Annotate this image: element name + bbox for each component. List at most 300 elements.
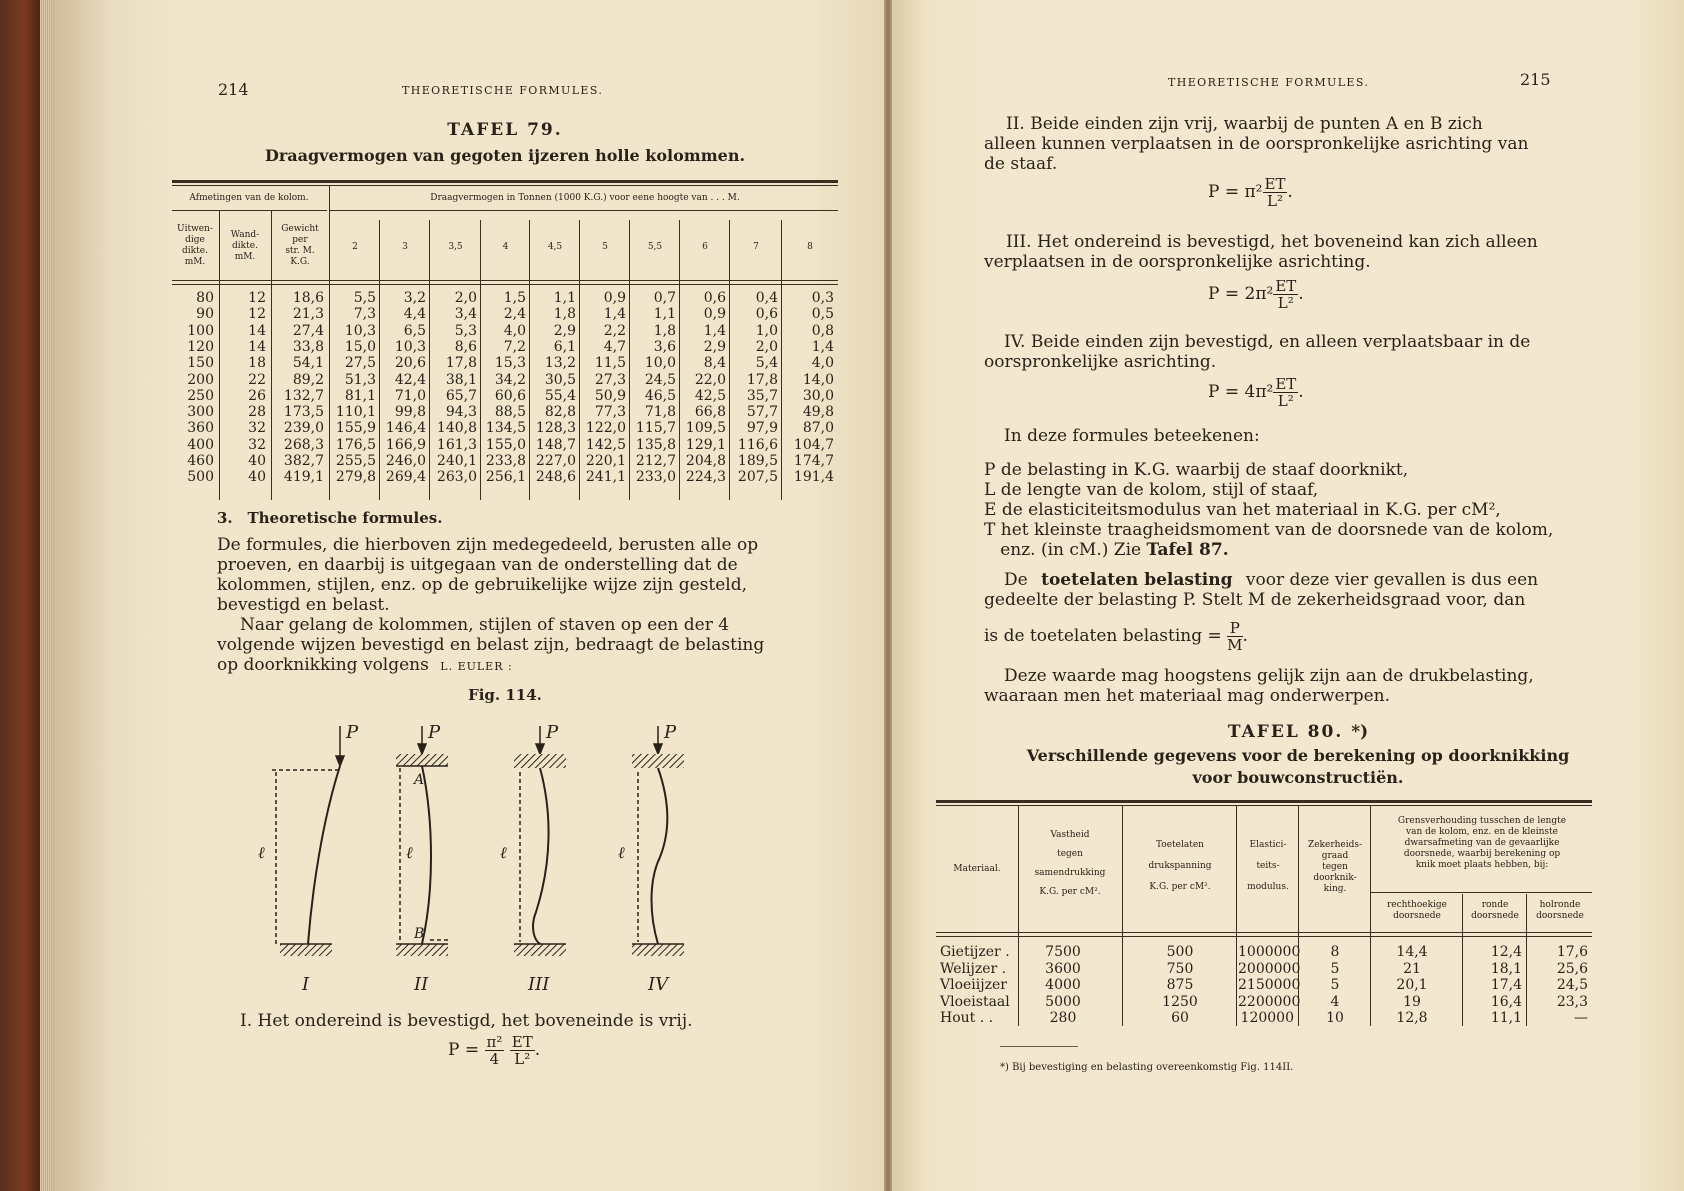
row-outer-diameter: 400 — [187, 436, 214, 453]
row-value: 4 — [1330, 993, 1340, 1010]
row-capacity: 97,9 — [746, 420, 778, 437]
allowed-term: toetelaten belasting — [1041, 570, 1233, 590]
row-value: 875 — [1166, 977, 1194, 993]
section-number: 3. — [217, 509, 233, 527]
row-capacity: 142,5 — [585, 436, 626, 453]
row-material: Vloeistaal — [940, 993, 1010, 1010]
hdr-safety-1: Zekerheids- — [1307, 840, 1363, 850]
row-capacity: 27,3 — [594, 371, 626, 388]
row-value: 2200000 — [1238, 993, 1301, 1010]
row-capacity: 233,8 — [485, 453, 526, 469]
col-header-weight: Gewicht per str. M. K.G. — [281, 224, 319, 267]
row-capacity: 0,7 — [653, 290, 676, 306]
row-value: 1250 — [1162, 993, 1198, 1010]
hdr-strength — [1020, 830, 1120, 898]
para1-line2: proeven, en daarbij is uitgegaan van de onderstelling dat de — [217, 555, 738, 575]
row-capacity: 11,5 — [594, 355, 626, 372]
meaning-ref-table: Tafel 87. — [1146, 540, 1229, 560]
case2-coef: π² — [1244, 182, 1263, 202]
figure-114 — [230, 712, 750, 1002]
para2-line3-text: op doorknikking volgens — [217, 655, 429, 675]
row-capacity: 122,0 — [585, 420, 626, 437]
row-wall: 18 — [248, 355, 266, 372]
row-weight: 132,7 — [283, 387, 324, 404]
height-header: 3 — [402, 242, 408, 252]
euler-ref: L. EULER : — [440, 660, 513, 673]
row-capacity: 1,4 — [811, 338, 834, 355]
row-capacity: 77,3 — [594, 404, 626, 421]
row-value: 16,4 — [1490, 993, 1522, 1010]
row-capacity: 166,9 — [385, 436, 426, 453]
row-value: 2000000 — [1238, 960, 1301, 977]
row-material: Welijzer . — [940, 960, 1007, 977]
row-material: Vloeiijzer — [940, 977, 1007, 993]
row-wall: 26 — [248, 387, 266, 404]
row-capacity: 0,4 — [755, 290, 778, 306]
meaning-ref-text: enz. (in cM.) Zie — [984, 540, 1142, 560]
row-capacity: 3,6 — [653, 338, 676, 355]
row-outer-diameter: 90 — [196, 306, 214, 323]
hdr-safety-3: tegen — [1322, 862, 1348, 872]
para1-line1: De formules, die hierboven zijn medegedeeld, berusten alle op — [217, 535, 759, 555]
row-capacity: 38,1 — [445, 371, 477, 388]
row-capacity: 263,0 — [436, 469, 477, 486]
para2-line2: volgende wijzen bevestigd en belast zijn, bedraagt de belasting — [217, 635, 765, 655]
row-capacity: 155,9 — [335, 420, 376, 437]
row-outer-diameter: 200 — [187, 371, 214, 388]
row-capacity: 155,0 — [485, 436, 526, 453]
row-capacity: 2,0 — [755, 338, 778, 355]
row-value: 750 — [1166, 960, 1194, 977]
row-weight: 33,8 — [292, 338, 324, 355]
row-capacity: 99,8 — [394, 404, 426, 421]
row-capacity: 46,5 — [644, 387, 676, 404]
meaning-intro: In deze formules beteekenen: — [1004, 426, 1260, 446]
col-header-wall: Wand- dikte. mM. — [230, 230, 260, 262]
case4-lhs: P = — [1208, 382, 1240, 402]
row-capacity: 10,3 — [394, 338, 426, 355]
row-capacity: 14,0 — [802, 371, 834, 388]
row-wall: 32 — [248, 420, 266, 437]
case2-formula: P = π² $\frac{ET}{\text{L²}}$ . — [1208, 175, 1293, 210]
row-capacity: 4,0 — [503, 322, 526, 339]
page-edges — [40, 0, 54, 1191]
row-capacity: 2,0 — [454, 290, 477, 306]
row-outer-diameter: 120 — [187, 338, 214, 355]
row-capacity: 3,4 — [454, 306, 477, 323]
row-value: 25,6 — [1556, 960, 1588, 977]
table-80-footnote-mark: *) — [1351, 722, 1369, 742]
row-capacity: 22,0 — [694, 371, 726, 388]
row-value: — — [1574, 1010, 1588, 1026]
row-value: 60 — [1171, 1010, 1189, 1026]
footnote: *) Bij bevestiging en belasting overeenkomstig Fig. 114II. — [1000, 1062, 1294, 1073]
row-capacity: 148,7 — [535, 436, 576, 453]
row-capacity: 4,0 — [811, 355, 834, 372]
allowed-line3: is de toetelaten belasting = $\frac{P}{M}$ . — [984, 619, 1248, 654]
height-header: 6 — [702, 242, 708, 252]
hdr-ratio-4: doorsnede, waarbij berekening op — [1403, 849, 1561, 859]
case3-frac: $\frac{ET}{\text{L²}}$ — [1275, 277, 1297, 312]
row-value: 24,5 — [1556, 977, 1588, 993]
para2-line1: Naar gelang de kolommen, stijlen of staven op een der 4 — [240, 615, 730, 635]
row-weight: 18,6 — [292, 290, 324, 306]
hdr-ratio-1: Grensverhouding tusschen de lengte — [1397, 816, 1567, 826]
row-capacity: 1,8 — [653, 322, 676, 339]
row-wall: 40 — [248, 469, 266, 486]
case4-line2: oorspronkelijke asrichting. — [984, 352, 1217, 372]
row-capacity: 104,7 — [793, 436, 834, 453]
row-capacity: 2,9 — [553, 322, 576, 339]
row-value: 11,1 — [1490, 1010, 1522, 1026]
value-line1: Deze waarde mag hoogstens gelijk zijn aan de drukbelasting, — [1004, 666, 1534, 686]
row-value: 280 — [1049, 1010, 1077, 1026]
row-capacity: 241,1 — [585, 469, 626, 486]
row-capacity: 65,7 — [445, 387, 477, 404]
row-value: 7500 — [1045, 944, 1081, 960]
row-capacity: 176,5 — [335, 436, 376, 453]
row-outer-diameter: 300 — [187, 404, 214, 421]
case3-line2: verplaatsen in de oorspronkelijke asrichting. — [984, 252, 1371, 272]
row-weight: 382,7 — [283, 453, 324, 469]
hdr-safety-2: graad — [1321, 851, 1349, 861]
row-value: 17,4 — [1490, 977, 1522, 993]
case3-coef: 2π² — [1244, 284, 1274, 304]
row-value: 10 — [1326, 1010, 1344, 1026]
fig-case-label-1: I — [302, 974, 310, 995]
row-capacity: 0,8 — [811, 322, 834, 339]
row-capacity: 1,1 — [553, 290, 576, 306]
row-capacity: 88,5 — [494, 404, 526, 421]
row-value: 8 — [1330, 944, 1340, 960]
row-capacity: 7,2 — [503, 338, 526, 355]
hdr-modulus-1: Elastici- — [1249, 840, 1287, 850]
row-capacity: 2,2 — [603, 322, 626, 339]
case1-lhs: P = — [448, 1040, 480, 1060]
row-capacity: 0,9 — [603, 290, 626, 306]
row-capacity: 15,0 — [344, 338, 376, 355]
table-subtitle-80-line1: Verschillende gegevens voor de berekening op doorknikking — [1026, 746, 1570, 765]
row-capacity: 191,4 — [793, 469, 834, 486]
row-capacity: 140,8 — [436, 420, 477, 437]
row-capacity: 161,3 — [436, 436, 477, 453]
allowed-rest: voor deze vier gevallen is dus een — [1245, 570, 1539, 590]
row-capacity: 27,5 — [344, 355, 376, 372]
row-capacity: 224,3 — [685, 469, 726, 486]
row-wall: 12 — [248, 306, 266, 323]
row-weight: 27,4 — [292, 322, 324, 339]
row-capacity: 246,0 — [385, 453, 426, 469]
row-capacity: 66,8 — [694, 404, 726, 421]
row-value: 20,1 — [1396, 977, 1428, 993]
row-capacity: 240,1 — [436, 453, 477, 469]
row-capacity: 10,0 — [644, 355, 676, 372]
case1-text: I. Het ondereind is bevestigd, het boveneinde is vrij. — [240, 1011, 693, 1031]
hdr-ratio-3: dwarsafmeting van de gevaarlijke — [1404, 838, 1560, 848]
case2-lhs: P = — [1208, 182, 1240, 202]
row-capacity: 269,4 — [385, 469, 426, 486]
row-capacity: 1,0 — [755, 322, 778, 339]
row-capacity: 115,7 — [635, 420, 676, 437]
fig-case-label-2: II — [414, 974, 429, 995]
row-value: 3600 — [1045, 960, 1081, 977]
row-capacity: 220,1 — [585, 453, 626, 469]
row-weight: 173,5 — [283, 404, 324, 421]
row-capacity: 57,7 — [746, 404, 778, 421]
hdr-modulus-3: modulus. — [1247, 882, 1289, 892]
row-capacity: 204,8 — [685, 453, 726, 469]
row-capacity: 24,5 — [644, 371, 676, 388]
row-capacity: 17,8 — [746, 371, 778, 388]
row-capacity: 135,8 — [635, 436, 676, 453]
fig-case-label-4: IV — [648, 974, 669, 995]
row-capacity: 17,8 — [445, 355, 477, 372]
row-material: Gietijzer . — [940, 944, 1010, 960]
row-capacity: 0,6 — [703, 290, 726, 306]
hdr-modulus-2: teits- — [1256, 861, 1280, 871]
row-capacity: 0,3 — [811, 290, 834, 306]
hdr-allowed-3: K.G. per cM². — [1149, 882, 1211, 892]
height-header: 2 — [352, 242, 358, 252]
row-capacity: 7,3 — [353, 306, 376, 323]
hdr-hollow-2: doorsnede — [1536, 911, 1584, 921]
hdr-allowed-1: Toetelaten — [1156, 840, 1204, 850]
row-capacity: 2,4 — [503, 306, 526, 323]
col-header-outer-diameter: Uitwen- dige dikte. mM. — [177, 224, 213, 267]
hdr-safety-4: doorknik- — [1313, 873, 1357, 883]
row-capacity: 2,9 — [703, 338, 726, 355]
row-weight: 239,0 — [283, 420, 324, 437]
book-spine — [0, 0, 40, 1191]
row-capacity: 82,8 — [544, 404, 576, 421]
row-capacity: 13,2 — [544, 355, 576, 372]
hdr-round-1: ronde — [1481, 900, 1509, 910]
row-outer-diameter: 100 — [187, 322, 214, 339]
row-weight: 419,1 — [283, 469, 324, 486]
row-capacity: 94,3 — [445, 404, 477, 421]
para2-line3 — [217, 655, 513, 677]
row-wall: 14 — [248, 338, 266, 355]
table-subtitle-80-line2: voor bouwconstructiën. — [1192, 768, 1404, 787]
fig-length-label-4: ℓ — [618, 843, 625, 862]
row-value: 1000000 — [1238, 944, 1301, 960]
fig-point-b: B — [414, 926, 425, 942]
height-header: 5 — [602, 242, 608, 252]
row-wall: 22 — [248, 371, 266, 388]
row-capacity: 248,6 — [535, 469, 576, 486]
row-wall: 28 — [248, 404, 266, 421]
case2-line3: de staaf. — [984, 154, 1058, 174]
hdr-strength-1: Vastheid — [1050, 830, 1090, 840]
row-value: 12,4 — [1490, 944, 1522, 960]
case1-frac2: $\frac{ET}{\text{L²}}$ — [511, 1033, 533, 1068]
case4-formula: P = 4π² $\frac{ET}{\text{L²}}$ . — [1208, 375, 1304, 410]
row-capacity: 227,0 — [535, 453, 576, 469]
row-capacity: 55,4 — [544, 387, 576, 404]
row-wall: 12 — [248, 290, 266, 306]
row-value: 4000 — [1045, 977, 1081, 993]
case3-formula: P = 2π² $\frac{ET}{\text{L²}}$ . — [1208, 277, 1304, 312]
table-79 — [172, 180, 838, 500]
row-weight: 54,1 — [292, 355, 324, 372]
row-capacity: 146,4 — [385, 420, 426, 437]
hdr-allowed — [1124, 840, 1236, 893]
fig-load-label-4: P — [664, 722, 677, 743]
hdr-safety — [1300, 840, 1370, 895]
meaning-t: T het kleinste traagheidsmoment van de doorsnede van de kolom, — [984, 520, 1554, 540]
row-capacity: 30,5 — [544, 371, 576, 388]
hdr-rect-1: rechthoekige — [1386, 900, 1448, 910]
allowed-frac: $\frac{P}{M}$ — [1227, 619, 1243, 654]
case1-formula: P = $\frac{\text{π²}}{4}$ $\frac{ET}{\text{L²}}$ . — [448, 1033, 541, 1068]
row-value: 120000 — [1240, 1010, 1294, 1026]
row-capacity: 15,3 — [494, 355, 526, 372]
para1-line3: kolommen, stijlen, enz. op de gebruikelijke wijze zijn gesteld, — [217, 575, 748, 595]
row-outer-diameter: 80 — [196, 290, 214, 306]
group-header-dimensions: Afmetingen van de kolom. — [189, 193, 309, 203]
case4-line1: IV. Beide einden zijn bevestigd, en alleen verplaatsbaar in de — [1004, 332, 1531, 352]
height-header: 3,5 — [448, 242, 463, 252]
height-header: 4 — [502, 242, 509, 252]
row-capacity: 128,3 — [535, 420, 576, 437]
case2-line2: alleen kunnen verplaatsen in de oorspronkelijke asrichting van — [984, 134, 1529, 154]
row-capacity: 109,5 — [685, 420, 726, 437]
row-weight: 268,3 — [283, 436, 324, 453]
table-80 — [936, 800, 1592, 1030]
row-wall: 40 — [248, 453, 266, 469]
row-capacity: 212,7 — [635, 453, 676, 469]
row-capacity: 4,7 — [603, 338, 626, 355]
row-outer-diameter: 500 — [187, 469, 214, 486]
row-capacity: 4,4 — [403, 306, 426, 323]
case2-frac: $\frac{ET}{\text{L²}}$ — [1264, 175, 1286, 210]
allowed-de: De — [1004, 570, 1028, 590]
group-header-capacity: Draagvermogen in Tonnen (1000 K.G.) voor eene hoogte van . . . M. — [430, 193, 740, 203]
row-capacity: 8,4 — [703, 355, 726, 372]
hdr-ratio — [1372, 816, 1592, 871]
row-material: Hout . . — [940, 1010, 994, 1026]
row-capacity: 207,5 — [737, 469, 778, 486]
row-capacity: 49,8 — [802, 404, 834, 421]
hdr-hollow — [1528, 900, 1592, 922]
row-capacity: 6,1 — [553, 338, 576, 355]
row-value: 5 — [1330, 960, 1340, 977]
row-capacity: 30,0 — [802, 387, 834, 404]
row-capacity: 87,0 — [802, 420, 834, 437]
row-capacity: 233,0 — [635, 469, 676, 486]
row-capacity: 51,3 — [344, 371, 376, 388]
hdr-strength-3: samendrukking — [1034, 868, 1106, 878]
row-capacity: 0,9 — [703, 306, 726, 323]
meaning-l: L de lengte van de kolom, stijl of staaf, — [984, 480, 1319, 500]
hdr-allowed-2: drukspanning — [1148, 861, 1212, 871]
row-value: 19 — [1403, 993, 1421, 1010]
row-capacity: 1,8 — [553, 306, 576, 323]
row-capacity: 34,2 — [494, 371, 526, 388]
para1-line4: bevestigd en belast. — [217, 595, 390, 615]
row-value: 18,1 — [1490, 960, 1522, 977]
table-title-80 — [940, 722, 1656, 742]
height-header: 8 — [807, 242, 813, 252]
row-weight: 21,3 — [292, 306, 324, 323]
row-outer-diameter: 150 — [187, 355, 214, 372]
row-capacity: 1,4 — [703, 322, 726, 339]
row-capacity: 255,5 — [335, 453, 376, 469]
row-capacity: 20,6 — [394, 355, 426, 372]
row-capacity: 81,1 — [344, 387, 376, 404]
row-capacity: 5,3 — [454, 322, 477, 339]
row-capacity: 5,4 — [755, 355, 778, 372]
row-weight: 89,2 — [292, 371, 324, 388]
row-capacity: 6,5 — [403, 322, 426, 339]
hdr-modulus — [1238, 840, 1298, 893]
row-capacity: 0,5 — [811, 306, 834, 323]
row-value: 17,6 — [1556, 944, 1588, 960]
row-value: 12,8 — [1396, 1010, 1428, 1026]
fig-length-label-2: ℓ — [406, 843, 413, 862]
row-capacity: 1,5 — [503, 290, 526, 306]
row-capacity: 1,1 — [653, 306, 676, 323]
height-header: 7 — [753, 242, 759, 252]
figure-title: Fig. 114. — [468, 686, 542, 704]
height-header: 5,5 — [647, 242, 663, 252]
hdr-ratio-5: knik moet plaats hebben, bij: — [1415, 860, 1549, 870]
case4-coef: 4π² — [1244, 382, 1274, 402]
hdr-safety-5: king. — [1323, 884, 1347, 894]
meaning-ref-line — [984, 540, 1229, 560]
row-value: 500 — [1166, 944, 1194, 960]
row-capacity: 116,6 — [737, 436, 778, 453]
row-capacity: 42,4 — [394, 371, 426, 388]
allowed-line2: gedeelte der belasting P. Stelt M de zekerheidsgraad voor, dan — [984, 590, 1526, 610]
case3-line1: III. Het ondereind is bevestigd, het boveneind kan zich alleen — [1006, 232, 1538, 252]
row-outer-diameter: 250 — [187, 387, 214, 404]
table-80-title-text: TAFEL 80. — [1227, 722, 1344, 742]
row-capacity: 256,1 — [485, 469, 526, 486]
fig-load-label-2: P — [428, 722, 441, 743]
row-capacity: 1,4 — [603, 306, 626, 323]
gutter — [884, 0, 892, 1191]
value-line2: waaraan men het materiaal mag onderwerpen. — [984, 686, 1390, 706]
fig-load-label-1: P — [346, 722, 359, 743]
fig-point-a: A — [414, 772, 425, 788]
row-value: 23,3 — [1556, 993, 1588, 1010]
hdr-rect — [1372, 900, 1462, 922]
hdr-round-2: doorsnede — [1471, 911, 1519, 921]
page-number-left: 214 — [218, 80, 249, 99]
table-subtitle-79: Draagvermogen van gegoten ijzeren holle kolommen. — [264, 146, 746, 165]
fig-length-label-3: ℓ — [500, 843, 507, 862]
running-head-right: THEORETISCHE FORMULES. — [1168, 76, 1370, 89]
row-capacity: 71,0 — [394, 387, 426, 404]
row-capacity: 129,1 — [685, 436, 726, 453]
hdr-strength-2: tegen — [1057, 849, 1083, 859]
hdr-rect-2: doorsnede — [1393, 911, 1441, 921]
row-capacity: 110,1 — [335, 404, 376, 421]
row-capacity: 134,5 — [485, 420, 526, 437]
row-value: 5000 — [1045, 993, 1081, 1010]
row-outer-diameter: 360 — [187, 420, 214, 437]
row-capacity: 35,7 — [746, 387, 778, 404]
row-wall: 32 — [248, 436, 266, 453]
table-title-79: TAFEL 79. — [447, 120, 563, 140]
row-value: 5 — [1330, 977, 1340, 993]
height-header: 4,5 — [547, 242, 563, 252]
row-capacity: 189,5 — [737, 453, 778, 469]
running-head-left: THEORETISCHE FORMULES. — [402, 84, 604, 97]
section-title: Theoretische formules. — [247, 509, 443, 527]
fig-case-label-3: III — [528, 974, 550, 995]
